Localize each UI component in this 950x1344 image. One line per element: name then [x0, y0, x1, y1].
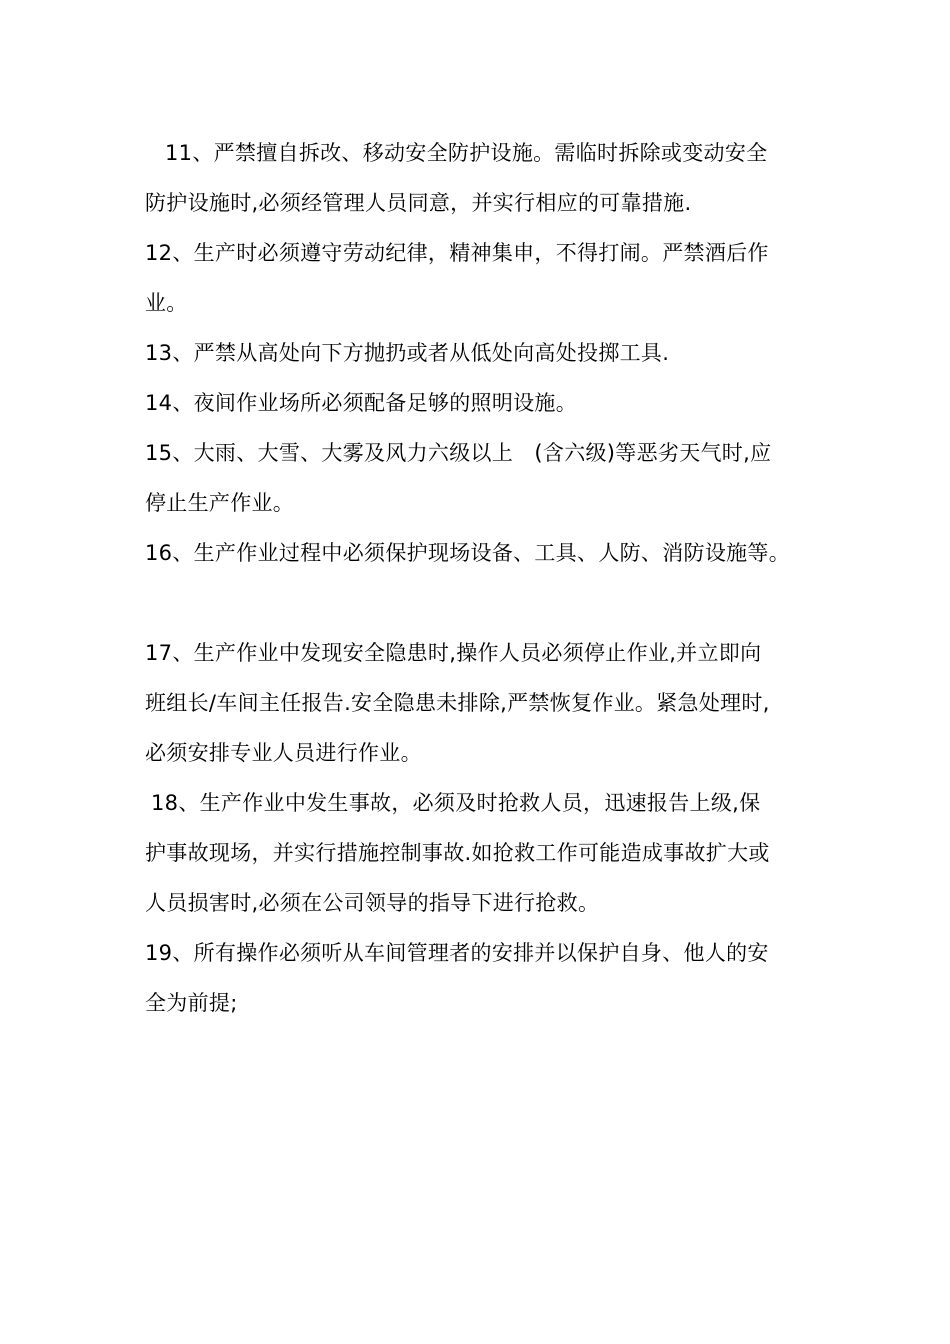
item-16-line-1: 16、生产作业过程中必须保护现场设备、工具、人防、消防设施等。 [145, 541, 791, 565]
document-body [145, 128, 825, 1028]
item-19-line-1: 19、所有操作必须听从车间管理者的安排并以保护自身、他人的安 [145, 941, 769, 965]
item-17-line-1: 17、生产作业中发现安全隐患时,操作人员必须停止作业,并立即向 [145, 641, 762, 665]
item-11-line-2: 防护设施时,必须经管理人员同意，并实行相应的可靠措施. [145, 191, 692, 215]
item-12-line-1: 12、生产时必须遵守劳动纪律，精神集申，不得打闹。严禁酒后作 [145, 241, 769, 265]
item-15-line-1: 15、大雨、大雪、大雾及风力六级以上 (含六级)等恶劣天气时,应 [145, 441, 772, 465]
item-15-line-2: 停止生产作业。 [145, 491, 295, 515]
item-18-line-3: 人员损害时,必须在公司领导的指导下进行抢救。 [145, 891, 600, 915]
item-18-line-2: 护事故现场，并实行措施控制事故.如抢救工作可能造成事故扩大或 [145, 841, 770, 865]
item-11-line-1: 11、严禁擅自拆改、移动安全防护设施。需临时拆除或变动安全 [165, 141, 768, 165]
item-14-line-1: 14、夜间作业场所必须配备足够的照明设施。 [145, 391, 578, 415]
item-12-line-2: 业。 [145, 291, 188, 315]
item-17-line-2: 班组长/车间主任报告.安全隐患未排除,严禁恢复作业。紧急处理时, [145, 691, 770, 715]
item-19-line-2: 全为前提; [145, 991, 238, 1015]
item-17-line-3: 必须安排专业人员进行作业。 [145, 741, 422, 765]
item-18-line-1: 18、生产作业中发生事故，必须及时抢救人员，迅速报告上级,保 [151, 791, 761, 815]
item-13-line-1: 13、严禁从高处向下方抛扔或者从低处向高处投掷工具. [145, 341, 670, 365]
paragraph-gap [145, 578, 825, 628]
